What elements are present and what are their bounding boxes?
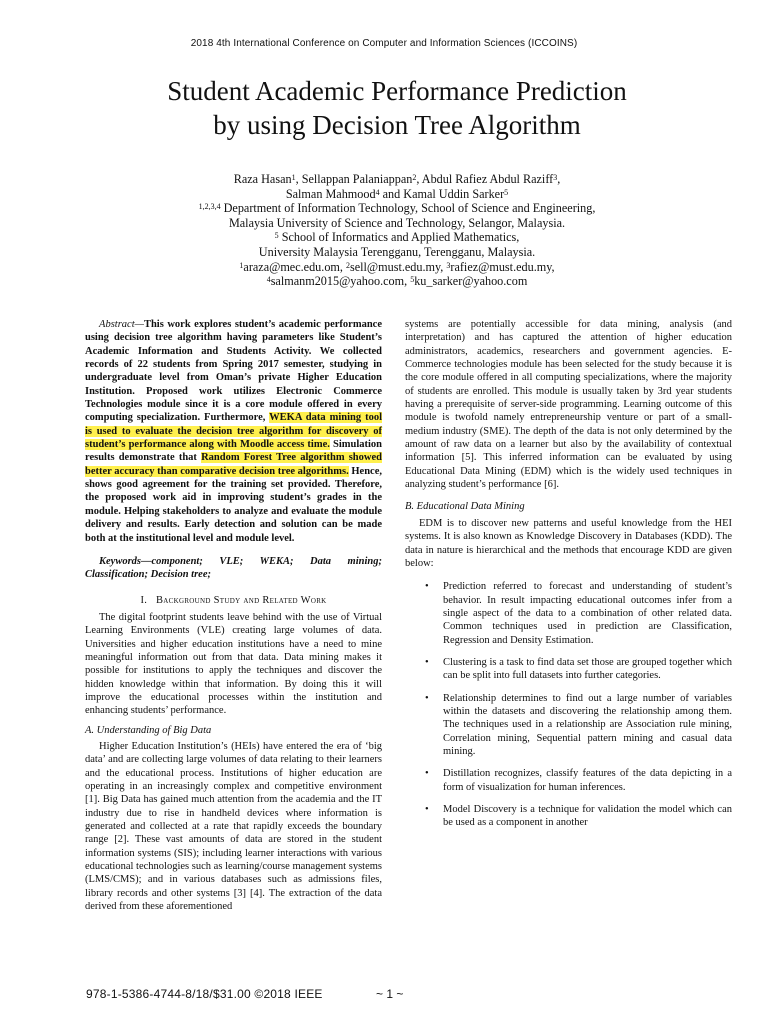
- footer-isbn: 978-1-5386-4744-8/18/$31.00 ©2018 IEEE: [86, 987, 323, 1001]
- bullet-icon: •: [425, 804, 429, 815]
- list-item: • Distillation recognizes, classify features of the data depicting in a form of visualization for human inferences.: [425, 768, 732, 793]
- list-item: • Relationship determines to find out a large number of variables within the datasets and discovering the relationship among them. The techniques used in a relationship are Association rule mining, Correlation mining, Sequential pattern mining and casual data mining.: [425, 692, 732, 757]
- section-1-heading: I. Background Study and Related Work: [140, 594, 327, 606]
- subsection-b-heading: B. Educational Data Mining: [405, 501, 525, 513]
- list-item: • Clustering is a task to find data set those are grouped together which can be split into full datasets into further categories.: [425, 656, 732, 682]
- author-names-line-2: Salman Mahmood$^4$ and Kamal Uddin Sarker$^5$: [285, 186, 509, 201]
- bullet-icon: •: [425, 656, 429, 668]
- left-column: [85, 318, 382, 913]
- affiliation-1: $^{1,2,3,4}$ Department of Information Technology, School of Science and Engineering,: [198, 201, 596, 216]
- emails-line-2: $^4$salmanm2015@yahoo.com, $^5$ku_sarker@yahoo.com: [266, 274, 528, 289]
- list-item: • Model Discovery is a technique for validation the model which can be used as a component in another: [425, 804, 732, 829]
- list-item: • Prediction referred to forecast and understanding of student’s behavior. In result impacting educational outcomes infer from a single aspect of the data to a combination of other related data. Common techniques used in prediction are Classification, Regression and Density Estimation.: [425, 581, 732, 646]
- author-block: [0, 172, 768, 289]
- emails-line-1: $^1$araza@mec.edu.om, $^2$sell@must.edu.my, $^3$rafiez@must.edu.my,: [239, 259, 555, 274]
- affiliation-1b: Malaysia University of Science and Technology, Selangor, Malaysia.: [228, 215, 566, 230]
- abstract-label: Abstract—: [99, 319, 144, 330]
- page-number: ~ 1 ~: [376, 987, 404, 1001]
- section-1-paragraph: The digital footprint students leave behind with the use of Virtual Learning Environments (VLE) creating large volumes of data. Universities and higher education institutions have a need to mine meaningful information out from that data. Data mining makes it possible for institutions to apply the techniques and discover the hidden knowledge within that information. By doing this it will improve the educational processes within the institution and enhancing students’ performance.: [85, 611, 382, 717]
- conference-header: 2018 4th International Conference on Computer and Information Sciences (ICCOINS): [190, 38, 578, 49]
- right-paragraph-1: systems are potentially accessible for data mining, analysis (and interpretation) and has captured the attention of higher education administrators, academics, researchers and government agencies. E-Commerce technologies module has been selected for the study because it is the core module offered in all computing specializations, where the majority of students are enrolled. This module is usually taken by 3rd year students having a prerequisite of server-side programming. Learning outcome of this module is twofold namely entrepreneurship venture or part of a small-medium industry (SME). The depth of the data is not only determined by the amount of raw data on a learner but also by the availability of contextual information [5]. This inferred information can be evaluated by using Educational Data Mining (EDM) which is the widely used techniques in analyzing student’s performance [6].: [405, 319, 732, 491]
- affiliation-2: $^5$ School of Informatics and Applied Mathematics,: [274, 230, 520, 245]
- abstract: Abstract—This work explores student’s academic performance using decision tree algorithm having parameters like Student’s Academic Information and Students Activity. We collected records of 22 students from Spring 2017 semester, studying in undergraduate level from Oman’s private Higher Education Institution. Proposed work utilizes Electronic Commerce Technologies module since it is a core module offered in every computing specialization. Furthermore, WEKA data mining tool is used to evaluate the decision tree algorithm for discovery of student’s performance along with Moodle access time. Simulation results demonstrate that Random Forest Tree algorithm showed better accuracy than comparative decision tree algorithms. Hence, shows good agreement for the training set provided. Therefore, the proposed work aid in improving student’s grades in the module. Helping stakeholders to analyze and evaluate the module delivery and results. Early detection and solution can be made both at the institutional level and module level.: [85, 319, 383, 544]
- bullet-icon: •: [425, 692, 429, 704]
- subsection-a-heading: A. Understanding of Big Data: [85, 724, 212, 736]
- bullet-icon: •: [425, 581, 429, 593]
- title-line-2: by using Decision Tree Algorithm: [213, 110, 581, 140]
- right-column: [405, 318, 732, 839]
- subsection-a-paragraph: Higher Education Institution’s (HEIs) have entered the era of ‘big data’ and are collecting large volumes of data relating to their learners and the educational process. Institutions of higher education are operating in an increasingly complex and competitive environment [1]. Big Data has gained much attention from the academia and the IT industry due to rise in handheld devices where information is generated and collected at a rate that rapidly exceeds the boundary range [2]. These vast amounts of data are stored in the student information systems (SIS); including learner interactions with various educational technologies such as learning/course management systems (LMS/CMS); and in various databases such as admissions files, library records and other systems [3] [4]. The extraction of the data derived from these aforementioned: [85, 740, 382, 913]
- highlight-random-forest: Random Forest Tree algorithm showed better accuracy than comparative decision tree algorithms.: [85, 452, 382, 477]
- kdd-method-list: [405, 580, 732, 830]
- subsection-b-paragraph: EDM is to discover new patterns and useful knowledge from the HEI systems. It is also known as Knowledge Discovery in Databases (KDD). The data in nature is hierarchical and the methods that encourage KDD are given below:: [405, 517, 732, 569]
- keywords: Keywords—component; VLE; WEKA; Data mining; Classification; Decision tree;: [85, 555, 382, 581]
- affiliation-2b: University Malaysia Terengganu, Terengganu, Malaysia.: [258, 244, 536, 259]
- author-names-line-1: Raza Hasan$^1$, Sellappan Palaniappan$^2$, Abdul Rafiez Abdul Raziff$^3$,: [233, 172, 561, 186]
- paper-title: [0, 74, 768, 142]
- title-line-1: Student Academic Performance Prediction: [167, 76, 627, 106]
- highlight-weka: WEKA data mining tool is used to evaluate the decision tree algorithm for discovery of student’s performance along with Moodle access time.: [85, 412, 383, 451]
- bullet-icon: •: [425, 768, 429, 780]
